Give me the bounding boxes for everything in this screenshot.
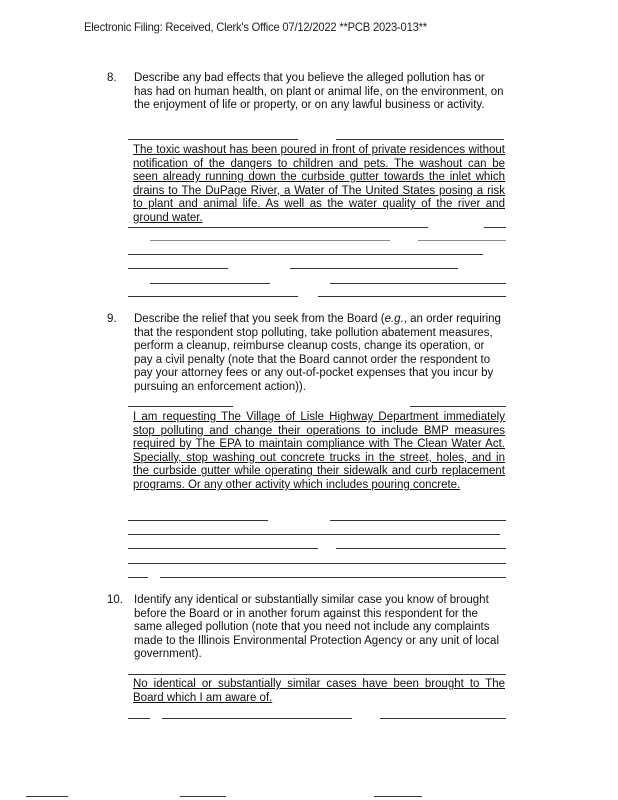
blank-line bbox=[128, 520, 268, 521]
blank-line bbox=[380, 718, 506, 719]
blank-line bbox=[318, 296, 506, 297]
blank-line bbox=[128, 577, 148, 578]
question-10-text: Identify any identical or substantially similar case you know of brought before the Board or in another forum against this respondent for the same alleged pollution (note that you need not include any complaints made to the Illinois Environmental Protection Agency or any unit of local government). bbox=[134, 594, 500, 661]
question-8-text: Describe any bad effects that you believe the alleged pollution has or has had on human health, on plant or animal life, on the environment, on the enjoyment of life or property, or on any lawful business or activity. bbox=[134, 72, 504, 112]
blank-line bbox=[150, 283, 270, 284]
blank-line bbox=[128, 534, 500, 535]
blank-line bbox=[128, 718, 150, 719]
blank-line bbox=[128, 406, 233, 407]
blank-line bbox=[290, 268, 458, 269]
question-9-number: 9. bbox=[107, 313, 117, 325]
blank-line bbox=[128, 674, 506, 675]
blank-line bbox=[128, 227, 428, 228]
blank-line bbox=[150, 240, 390, 241]
question-8-number: 8. bbox=[107, 72, 117, 84]
blank-line bbox=[128, 548, 318, 549]
question-9-text: Describe the relief that you seek from the Board (e.g., an order requiring that the respondent stop polluting, take pollution abatement measures, perform a cleanup, reimburse cleanup costs, change its operation, or pay a civil penalty (note that the Board cannot order the respondent to pay your attorney fees or any out-of-pocket expenses that you incur by pursuing an enforcement action)). bbox=[134, 313, 501, 393]
footer-rule bbox=[180, 796, 226, 797]
blank-line bbox=[128, 254, 483, 255]
blank-line bbox=[330, 283, 506, 284]
question-10-number: 10. bbox=[107, 594, 123, 606]
blank-line bbox=[128, 296, 298, 297]
blank-line bbox=[410, 406, 506, 407]
blank-line bbox=[336, 139, 504, 140]
blank-line bbox=[330, 520, 506, 521]
footer-rule bbox=[26, 796, 68, 797]
blank-line bbox=[160, 577, 506, 578]
blank-line bbox=[418, 240, 506, 241]
blank-line bbox=[128, 268, 228, 269]
blank-line bbox=[336, 548, 506, 549]
blank-line bbox=[128, 139, 298, 140]
footer-rule bbox=[374, 796, 422, 797]
question-10-answer: No identical or substantially similar cases have been brought to The Board which I am aware of. bbox=[133, 678, 505, 704]
electronic-filing-header: Electronic Filing: Received, Clerk's Office 07/12/2022 **PCB 2023-013** bbox=[84, 20, 427, 34]
blank-line bbox=[162, 718, 352, 719]
blank-line bbox=[128, 563, 506, 564]
question-9-answer: I am requesting The Village of Lisle Highway Department immediately stop polluting and change their operations to include BMP measures required by The EPA to maintain compliance with The Clean Water Act. Specially, stop washing out concrete trucks in the street, holes, and in the curbside gutter while operating their sidewalk and curb replacement programs. Or any other activity which includes pouring concrete. bbox=[133, 411, 505, 491]
question-8-answer: The toxic washout has been poured in front of private residences without notification of the dangers to children and pets. The washout can be seen already running down the curbside gutter towards the inlet which drains to The DuPage River, a Water of The United States posing a risk to plant and animal life. As well as the water quality of the river and ground water. bbox=[133, 144, 505, 224]
blank-line bbox=[484, 227, 506, 228]
